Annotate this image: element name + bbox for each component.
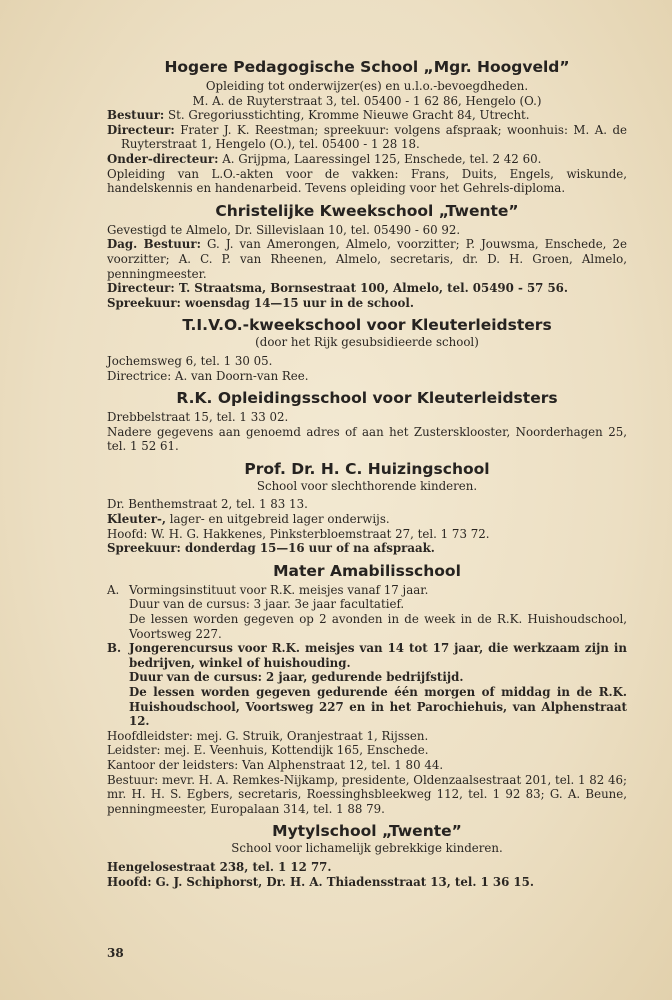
nadere-rk: Nadere gegevens aan genoemd adres of aan het Zustersklooster, Noorderhagen 25, tel. 1 52 61.: [107, 424, 627, 454]
spreekuur-christelijke: Spreekuur: woensdag 14—15 uur in de school.: [107, 295, 414, 310]
section-christelijke-kweekschool: [107, 202, 627, 311]
onder-directeur-hogere: Onder-directeur: A. Grijpma, Laaressingel 125, Enschede, tel. 2 42 60.: [107, 151, 542, 166]
heading-mytyl: Mytylschool „Twente”: [272, 822, 462, 841]
section-huizingschool: [107, 460, 627, 556]
section-mytylschool: [107, 822, 627, 889]
section-tivo-kweekschool: [107, 316, 627, 383]
kantoor-mater: Kantoor der leidsters: Van Alphenstraat 12, tel. 1 80 44.: [107, 757, 444, 772]
mater-item-b: B. Jongerencursus voor R.K. meisjes van 14 tot 17 jaar, die werkzaam zijn in bedrijven, winkel of huishouding. Duur van de cursus: 2 jaar, gedurende bedrijfstijd. De lessen worden gegeven gedurende één morgen of middag in de R.K. Huishoudschool, Voortsweg 227 en in het Parochiehuis, van Alphenstraat 12.: [107, 641, 627, 729]
heading-huizing: Prof. Dr. H. C. Huizingschool: [244, 459, 490, 478]
adres-huizing: Dr. Benthemstraat 2, tel. 1 83 13.: [107, 497, 308, 512]
hoofdleidster-mater: Hoofdleidster: mej. G. Struik, Oranjestraat 1, Rijssen.: [107, 728, 429, 743]
hoofd-mytyl: Hoofd: G. J. Schiphorst, Dr. H. A. Thiadensstraat 13, tel. 1 36 15.: [107, 874, 534, 889]
section-mater-amabilisschool: [107, 562, 627, 817]
bestuur-hogere: Bestuur: St. Gregoriusstichting, Kromme Nieuwe Gracht 84, Utrecht.: [107, 108, 530, 123]
bestuur-christelijke: Dag. Bestuur: G. J. van Amerongen, Almelo, voorzitter; P. Jouwsma, Enschede, 2e voorzitter; A. C. P. van Rheenen, Almelo, secretaris, dr. D. H. Groen, Almelo, penningmeester.: [107, 237, 627, 281]
gevestigd-christelijke: Gevestigd te Almelo, Dr. Sillevislaan 10, tel. 05490 - 60 92.: [107, 222, 461, 237]
leidster-mater: Leidster: mej. E. Veenhuis, Kottendijk 165, Enschede.: [107, 743, 429, 758]
page-number: 38: [107, 946, 124, 960]
subtitle-hogere: Opleiding tot onderwijzer(es) en u.l.o.-bevoegdheden.: [205, 79, 529, 93]
subtitle-tivo: (door het Rijk gesubsidieerde school): [255, 335, 479, 350]
heading-mater: Mater Amabilisschool: [273, 561, 461, 580]
opleiding-hogere: Opleiding van L.O.-akten voor de vakken: Frans, Duits, Engels, wiskunde, handelskennis en handenarbeid. Tevens opleiding voor het Gehrels-diploma.: [107, 166, 627, 196]
section-hogere-pedagogische-school: [107, 58, 627, 196]
heading-hogere: Hogere Pedagogische School „Mgr. Hoogveld”: [164, 58, 570, 76]
directrice-tivo: Directrice: A. van Doorn-van Ree.: [107, 368, 309, 383]
onderwijs-huizing: Kleuter-, lager- en uitgebreid lager onderwijs.: [107, 512, 390, 527]
address-hogere: M. A. de Ruyterstraat 3, tel. 05400 - 1 62 86, Hengelo (O.): [192, 93, 542, 108]
mater-item-a: A. Vormingsinstituut voor R.K. meisjes vanaf 17 jaar. Duur van de cursus: 3 jaar. 3e jaar facultatief. De lessen worden gegeven op 2 avonden in de week in de R.K. Huishoudschool, Voortsweg 227.: [107, 582, 627, 641]
heading-christelijke: Christelijke Kweekschool „Twente”: [215, 201, 519, 220]
adres-mytyl: Hengelosestraat 238, tel. 1 12 77.: [107, 859, 332, 874]
subtitle-mytyl: School voor lichamelijk gebrekkige kinderen.: [231, 841, 503, 856]
adres-tivo: Jochemsweg 6, tel. 1 30 05.: [107, 353, 273, 368]
subtitle-huizing: School voor slechthorende kinderen.: [256, 478, 478, 493]
heading-rk: R.K. Opleidingsschool voor Kleuterleidsters: [176, 389, 558, 408]
section-rk-opleidingsschool: [107, 389, 627, 454]
hoofd-huizing: Hoofd: W. H. G. Hakkenes, Pinksterbloemstraat 27, tel. 1 73 72.: [107, 526, 490, 541]
adres-rk: Drebbelstraat 15, tel. 1 33 02.: [107, 410, 289, 425]
page-content: [107, 58, 627, 889]
heading-tivo: T.I.V.O.-kweekschool voor Kleuterleidsters: [182, 316, 552, 335]
spreekuur-huizing: Spreekuur: donderdag 15—16 uur of na afspraak.: [107, 541, 435, 556]
bestuur-mater: Bestuur: mevr. H. A. Remkes-Nijkamp, presidente, Oldenzaalsestraat 201, tel. 1 82 46; mr. H. H. S. Egbers, secretaris, Roessinghsbleekweg 112, tel. 1 92 83; G. A. Beune, penningmeester, Europalaan 314, tel. 1 88 79.: [107, 772, 627, 816]
directeur-christelijke: Directeur: T. Straatsma, Bornsestraat 100, Almelo, tel. 05490 - 57 56.: [107, 281, 568, 296]
directeur-hogere: Directeur: Frater J. K. Reestman; spreekuur: volgens afspraak; woonhuis: M. A. de Ruyterstraat 1, Hengelo (O.), tel. 05400 - 1 28 18.: [107, 122, 628, 152]
